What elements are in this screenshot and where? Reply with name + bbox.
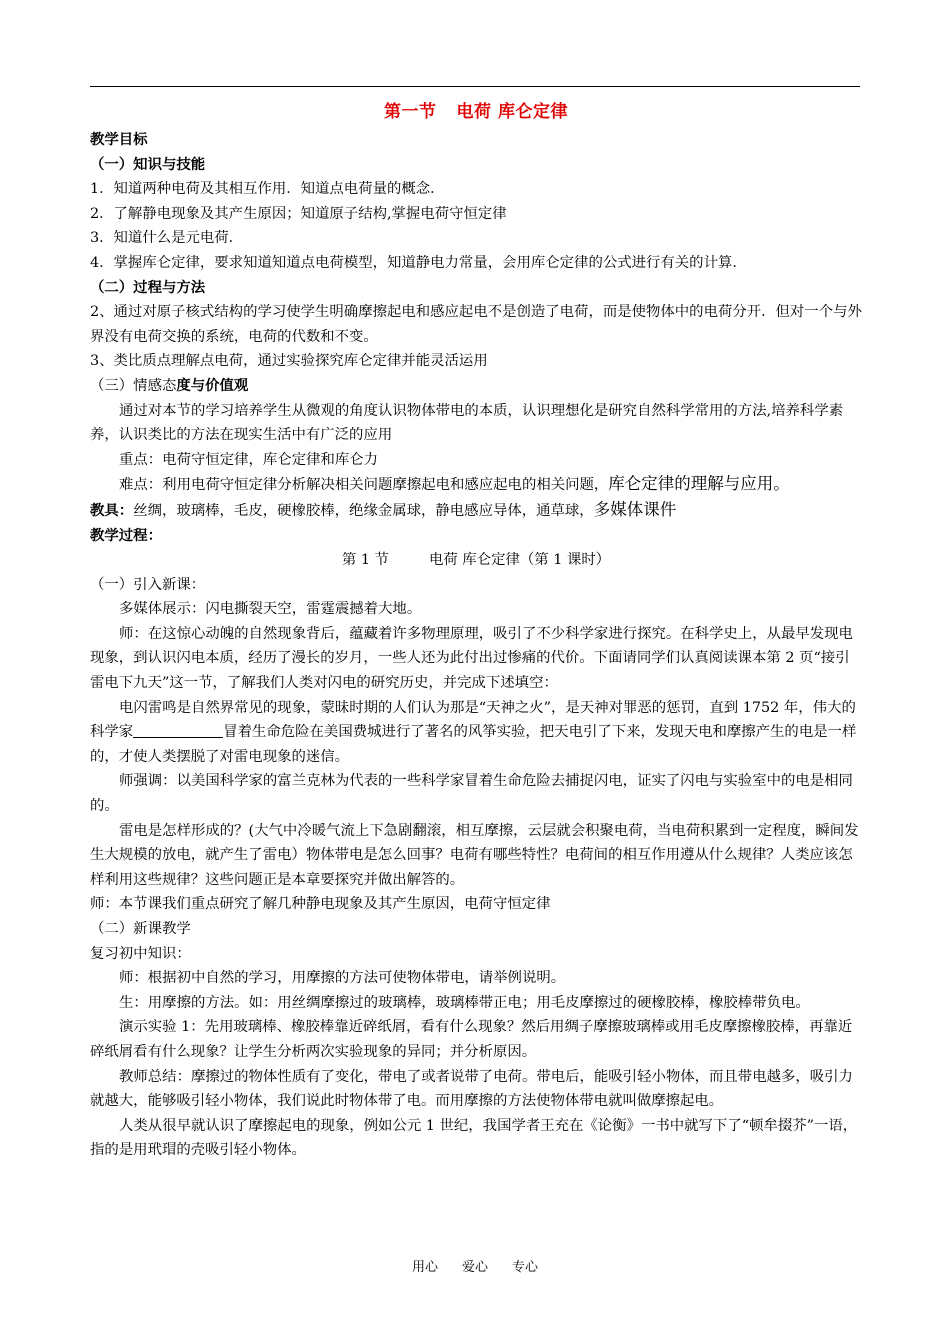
- newlesson-review: 复习初中知识：: [90, 945, 191, 962]
- intro-fill-in: 电闪雷鸣是自然界常见的现象，蒙昧时期的人们认为那是“天神之火”，是天神对罪恶的惩罚，直到 1752 年，伟大的科学家 冒着生命危险在美国费城进行了著名的风筝实验，把天电引了下来，发现天电和摩擦产生的电是一样的，才使人类摆脱了对雷电现象的迷信。: [90, 699, 857, 765]
- teaching-tools: 教具：丝绸，玻璃棒，毛皮，硬橡胶棒，绝缘金属球，静电感应导体，通草球，多媒体课件: [90, 499, 677, 519]
- knowledge-heading: （一）知识与技能: [90, 155, 206, 173]
- title-part-1: 第一节: [384, 102, 437, 122]
- newlesson-demo: 演示实验 1：先用玻璃棒、橡胶棒靠近碎纸屑，看有什么现象？然后用绸子摩擦玻璃棒或用毛皮摩擦橡胶棒，再靠近碎纸屑看有什么现象？让学生分析两次实验现象的异同；并分析原因。: [90, 1019, 853, 1060]
- intro-emphasis: 师强调：以美国科学家的富兰克林为代表的一些科学家冒着生命危险去捕捉闪电，证实了闪电与实验室中的电是相同的。: [90, 773, 853, 815]
- fill-blank[interactable]: [133, 723, 223, 738]
- key-points: 重点：电荷守恒定律，库仑定律和库仑力: [119, 451, 379, 468]
- attitude-text: 通过对本节的学习培养学生从微观的角度认识物体带电的本质，认识理想化是研究自然科学常用的方法,培养科学素养，认识类比的方法在现实生活中有广泛的应用: [90, 402, 844, 444]
- footer-word-1: 用心: [411, 1260, 438, 1275]
- title-part-2: 电荷 库仑定律: [456, 102, 568, 122]
- newlesson-teacher: 师：根据初中自然的学习，用摩擦的方法可使物体带电，请举例说明。: [119, 970, 566, 987]
- process-method-heading: （二）过程与方法: [90, 278, 206, 296]
- intro-media: 多媒体展示：闪电撕裂天空，雷霆震撼着大地。: [119, 601, 422, 618]
- newlesson-conclusion: 教师总结：摩擦过的物体性质有了变化，带电了或者说带了电荷。带电后，能吸引轻小物体，而且带电越多，吸引力就越大，能够吸引轻小物体，我们说此时物体带了电。而用摩擦的方法使物体带电就叫做摩擦起电。: [90, 1068, 853, 1110]
- lesson-title: 第 1 节 电荷 库仑定律（第 1 课时）: [341, 552, 611, 569]
- newlesson-student: 生：用摩擦的方法。如：用丝绸摩擦过的玻璃棒，玻璃棒带正电；用毛皮摩擦过的硬橡胶棒，橡胶棒带负电。: [119, 994, 810, 1011]
- process-method-item-3: 3、类比质点理解点电荷，通过实验探究库仑定律并能灵活运用: [90, 353, 488, 370]
- process-method-item-2: 2、通过对原子核式结构的学习使学生明确摩擦起电和感应起电不是创造了电荷，而是使物体中的电荷分开．但对一个与外界没有电荷交换的系统，电荷的代数和不变。: [90, 304, 862, 345]
- knowledge-item-3: 3．知道什么是元电荷．: [90, 230, 244, 247]
- section-title: [90, 98, 862, 126]
- knowledge-item-4: 4．掌握库仑定律，要求知道知道点电荷模型，知道静电力常量，会用库仑定律的公式进行有关的计算．: [90, 254, 747, 271]
- intro-heading: （一）引入新课：: [90, 576, 206, 593]
- page-footer: [0, 1258, 950, 1278]
- intro-teacher: 师：在这惊心动魄的自然现象背后，蕴藏着许多物理原理，吸引了不少科学家进行探究。在科学史上，从最早发现电现象，到认识闪电本质，经历了漫长的岁月，一些人还为此付出过惨痛的代价。下面请同学们认真阅读课本第 2 页“接引雷电下九天”这一节，了解我们人类对闪电的研究历史，并完成下述填空：: [90, 625, 853, 692]
- difficult-points: 难点：利用电荷守恒定律分析解决相关问题摩擦起电和感应起电的相关问题，库仑定律的理解与应用。: [119, 474, 790, 494]
- knowledge-item-2: 2．了解静电现象及其产生原因；知道原子结构,掌握电荷守恒定律: [90, 205, 507, 222]
- goals-heading: 教学目标: [90, 131, 148, 148]
- intro-summary: 师：本节课我们重点研究了解几种静电现象及其产生原因，电荷守恒定律: [90, 896, 551, 913]
- footer-word-2: 爱心: [461, 1260, 488, 1275]
- process-heading: 教学过程：: [90, 526, 162, 544]
- attitude-heading: （三）情感态度与价值观: [90, 376, 249, 394]
- knowledge-item-1: 1．知道两种电荷及其相互作用．知道点电荷量的概念．: [90, 181, 445, 198]
- header-rule: [90, 86, 860, 87]
- intro-thunder: 雷电是怎样形成的？(大气中冷暖气流上下急剧翻滚，相互摩擦，云层就会积聚电荷，当电荷积累到一定程度，瞬间发生大规模的放电，就产生了雷电）物体带电是怎么回事？电荷有哪些特性？电荷间的相互作用遵从什么规律？人类应该怎样利用这些规律？这些问题正是本章要探究并做出解答的。: [90, 822, 859, 888]
- document-body: [90, 98, 862, 1163]
- footer-word-3: 专心: [512, 1260, 539, 1275]
- newlesson-heading: （二）新课教学: [90, 921, 191, 937]
- newlesson-history: 人类从很早就认识了摩擦起电的现象，例如公元 1 世纪，我国学者王充在《论衡》一书中就写下了“顿牟掇芥”一语，指的是用玳瑁的壳吸引轻小物体。: [90, 1117, 858, 1159]
